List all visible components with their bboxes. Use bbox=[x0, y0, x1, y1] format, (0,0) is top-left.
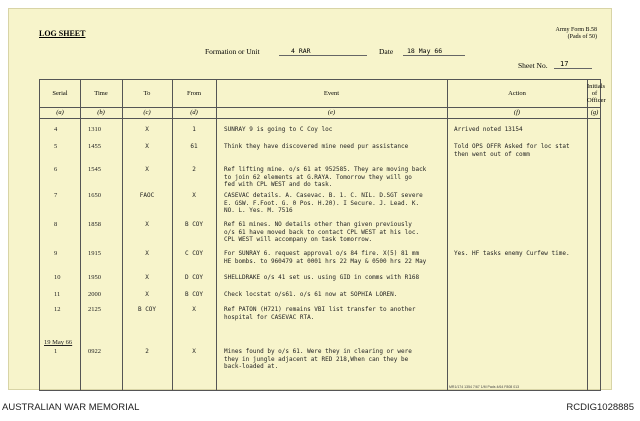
row-event-line: Ref 61 mines. NO details other than given previously bbox=[224, 221, 412, 228]
row-time: 1455 bbox=[88, 143, 101, 150]
row-to: X bbox=[145, 250, 149, 257]
row-to: B COY bbox=[137, 306, 157, 313]
row-to: X bbox=[145, 291, 149, 298]
row-action-line: then went out of comm bbox=[454, 150, 530, 158]
row-time: 1310 bbox=[88, 126, 101, 133]
column-header: Time bbox=[94, 90, 108, 97]
column-header: Event bbox=[323, 90, 340, 97]
row-serial: 1 bbox=[54, 348, 58, 355]
date-divider: 19 May 66 bbox=[44, 339, 73, 346]
column-header: To bbox=[143, 90, 151, 97]
row-from: X bbox=[192, 306, 196, 313]
row-to: X bbox=[145, 143, 149, 150]
designator-divider bbox=[40, 118, 600, 119]
sheet-number-field bbox=[518, 60, 569, 70]
sheet-title: LOG SHEET bbox=[39, 29, 86, 38]
army-form-label bbox=[555, 27, 597, 41]
row-event-line: CASEVAC details. A. Casevac. B. 1. C. NIL. D.SGT severe bbox=[224, 192, 423, 199]
row-event-line: hospital for CASEVAC RTA. bbox=[224, 313, 315, 321]
sheet-number-label: Sheet No. bbox=[518, 61, 548, 70]
row-serial: 12 bbox=[54, 306, 61, 313]
row-from: 61 bbox=[190, 143, 198, 150]
row-event-line: SHELLDRAKE o/s 41 set us. using GID in comms with R168 bbox=[224, 274, 420, 281]
row-serial: 8 bbox=[54, 221, 58, 228]
column-divider bbox=[447, 80, 448, 390]
row-serial: 5 bbox=[54, 143, 58, 150]
column-designator: (c) bbox=[143, 109, 151, 116]
row-from: B COY bbox=[184, 291, 204, 298]
column-designator: (e) bbox=[327, 109, 336, 116]
row-to: X bbox=[145, 166, 149, 173]
row-to: X bbox=[145, 274, 149, 281]
column-header: Action bbox=[508, 90, 526, 97]
row-event-line: E. GSW. F.Foot. G. 0 Pos. H.20). I Secure. J. Lead. K. bbox=[224, 199, 420, 207]
formation-value: 4 RAR bbox=[279, 47, 367, 56]
army-form-number: Army Form B.58 bbox=[555, 27, 597, 33]
row-time: 1950 bbox=[88, 274, 101, 281]
row-event-line: Check locstat o/s61. o/s 61 now at SOPHIA LOREN. bbox=[224, 291, 398, 298]
date-field bbox=[379, 47, 443, 56]
row-serial: 6 bbox=[54, 166, 58, 173]
column-designator: (d) bbox=[190, 109, 198, 116]
formation-field bbox=[205, 47, 311, 56]
row-time: 1915 bbox=[88, 250, 101, 257]
column-header: Initials of Officer bbox=[587, 83, 606, 104]
row-time: 1858 bbox=[88, 221, 101, 228]
row-time: 2000 bbox=[88, 291, 101, 298]
row-event-line: they in jungle adjacent at RED 218,When can they be bbox=[224, 355, 409, 363]
column-designator: (a) bbox=[56, 109, 64, 116]
formation-label: Formation or Unit bbox=[205, 47, 260, 56]
row-from: D COY bbox=[184, 274, 204, 281]
sheet-number-value: 17 bbox=[554, 60, 592, 69]
row-from: C COY bbox=[184, 250, 204, 257]
log-sheet bbox=[8, 8, 612, 390]
row-event-line: fed with CPL WEST and do task. bbox=[224, 181, 333, 189]
row-event-line: o/s 61 have moved back to contact CPL WEST at his loc. bbox=[224, 228, 420, 236]
row-serial: 7 bbox=[54, 192, 58, 199]
row-event-line: HE bombs. to 960479 at 0001 hrs 22 May & 0500 hrs 22 May bbox=[224, 257, 427, 265]
row-time: 1650 bbox=[88, 192, 101, 199]
row-action-line: Yes. HF tasks enemy Curfew time. bbox=[454, 250, 570, 257]
column-designator: (b) bbox=[97, 109, 105, 116]
row-event-line: Ref lifting mine. o/s 61 at 952585. They are moving back bbox=[224, 166, 427, 173]
row-event-line: Mines found by o/s 61. Were they in clearing or were bbox=[224, 348, 412, 355]
row-to: FAOC bbox=[139, 192, 155, 199]
row-from: 2 bbox=[192, 166, 196, 173]
row-action-line: Arrived noted 13154 bbox=[454, 126, 523, 133]
row-from: 1 bbox=[192, 126, 196, 133]
column-header: From bbox=[186, 90, 202, 97]
header-divider bbox=[40, 107, 600, 108]
row-from: B COY bbox=[184, 221, 204, 228]
date-value: 18 May 66 bbox=[403, 47, 465, 56]
row-event-line: NO. L. Yes. M. 7516 bbox=[224, 207, 293, 215]
column-header: Serial bbox=[52, 90, 68, 97]
row-event-line: SUNRAY 9 is going to C Coy loc bbox=[224, 126, 333, 133]
column-designator: (g) bbox=[590, 109, 599, 116]
column-designator: (f) bbox=[513, 109, 521, 116]
row-event-line: For SUNRAY 6. request approval o/s 84 fire. X(5) 81 mm bbox=[224, 250, 420, 257]
row-event-line: CPL WEST will accompany on task tomorrow. bbox=[224, 236, 373, 244]
row-event-line: Ref PATON (H721) remains VBI list transfer to another bbox=[224, 306, 416, 313]
row-time: 0922 bbox=[88, 348, 101, 355]
row-to: X bbox=[145, 221, 149, 228]
row-event-line: back-loaded at. bbox=[224, 363, 279, 371]
row-to: 2 bbox=[145, 348, 149, 355]
log-table bbox=[39, 79, 606, 391]
print-code: MR1/174 1354 7/67 1/M Pads 4/64 F808 013 bbox=[449, 385, 520, 389]
row-to: X bbox=[145, 126, 149, 133]
row-serial: 11 bbox=[54, 291, 61, 298]
row-serial: 4 bbox=[54, 126, 58, 133]
row-time: 2125 bbox=[88, 306, 101, 313]
row-event-line: Think they have discovered mine need pur assistance bbox=[224, 143, 409, 150]
row-from: X bbox=[192, 348, 196, 355]
column-divider bbox=[80, 80, 81, 390]
footer-id: RCDIG1028885 bbox=[566, 402, 634, 413]
row-event-line: to join 62 elements at G.RAYA. Tomorrow they will go bbox=[224, 173, 412, 181]
row-serial: 10 bbox=[54, 274, 61, 281]
row-time: 1545 bbox=[88, 166, 101, 173]
row-from: X bbox=[192, 192, 196, 199]
column-divider bbox=[587, 80, 588, 390]
row-action-line: Told OPS OFFR Asked for loc stat bbox=[454, 143, 570, 150]
column-divider bbox=[216, 80, 217, 390]
footer-source: AUSTRALIAN WAR MEMORIAL bbox=[2, 402, 140, 413]
army-form-pads: (Pads of 50) bbox=[567, 34, 597, 40]
date-label: Date bbox=[379, 47, 394, 56]
row-serial: 9 bbox=[54, 250, 58, 257]
